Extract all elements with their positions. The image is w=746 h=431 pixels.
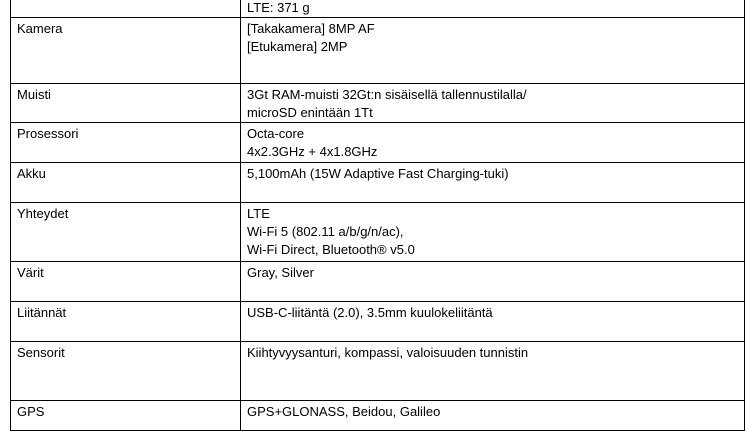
value-line: LTE: 371 g xyxy=(247,0,310,15)
value-line: 5,100mAh (15W Adaptive Fast Charging-tuki) xyxy=(247,166,509,181)
row-label: Kamera xyxy=(11,18,241,84)
table-row-sensors xyxy=(11,342,745,401)
table-row-colors xyxy=(11,262,745,302)
row-value xyxy=(241,163,745,203)
value-line: Octa-core xyxy=(247,126,305,141)
row-label: Muisti xyxy=(11,84,241,123)
value-line: 3Gt RAM-muisti 32Gt:n sisäisellä tallennustilalla/ xyxy=(247,87,527,102)
value-line: Wi-Fi Direct, Bluetooth® v5.0 xyxy=(247,242,415,257)
table-row-connectivity xyxy=(11,203,745,262)
row-value xyxy=(241,401,745,431)
row-label: Prosessori xyxy=(11,123,241,163)
table-row-weight xyxy=(11,0,745,18)
value-line: LTE xyxy=(247,206,270,221)
value-line: Gray, Silver xyxy=(247,265,314,280)
row-value xyxy=(241,302,745,342)
value-line: USB-C-liitäntä (2.0), 3.5mm kuulokeliitäntä xyxy=(247,305,493,320)
row-label xyxy=(11,0,241,18)
row-label: Akku xyxy=(11,163,241,203)
row-value xyxy=(241,18,745,84)
spec-table xyxy=(10,0,745,431)
value-line: [Takakamera] 8MP AF xyxy=(247,21,375,36)
table-row-camera xyxy=(11,18,745,84)
table-row-battery xyxy=(11,163,745,203)
row-label: Yhteydet xyxy=(11,203,241,262)
value-line: microSD enintään 1Tt xyxy=(247,105,373,120)
row-value xyxy=(241,262,745,302)
table-row-processor xyxy=(11,123,745,163)
row-label: Sensorit xyxy=(11,342,241,401)
row-value xyxy=(241,84,745,123)
table-row-memory xyxy=(11,84,745,123)
value-line: GPS+GLONASS, Beidou, Galileo xyxy=(247,404,441,419)
value-line: Kiihtyvyysanturi, kompassi, valoisuuden tunnistin xyxy=(247,345,529,360)
row-value xyxy=(241,203,745,262)
table-row-ports xyxy=(11,302,745,342)
row-value xyxy=(241,0,745,18)
row-value xyxy=(241,123,745,163)
row-label: Värit xyxy=(11,262,241,302)
value-line: Wi-Fi 5 (802.11 a/b/g/n/ac), xyxy=(247,224,404,239)
table-row-gps xyxy=(11,401,745,431)
row-value xyxy=(241,342,745,401)
row-label: Liitännät xyxy=(11,302,241,342)
row-label: GPS xyxy=(11,401,241,431)
value-line: 4x2.3GHz + 4x1.8GHz xyxy=(247,144,378,159)
value-line: [Etukamera] 2MP xyxy=(247,39,348,54)
